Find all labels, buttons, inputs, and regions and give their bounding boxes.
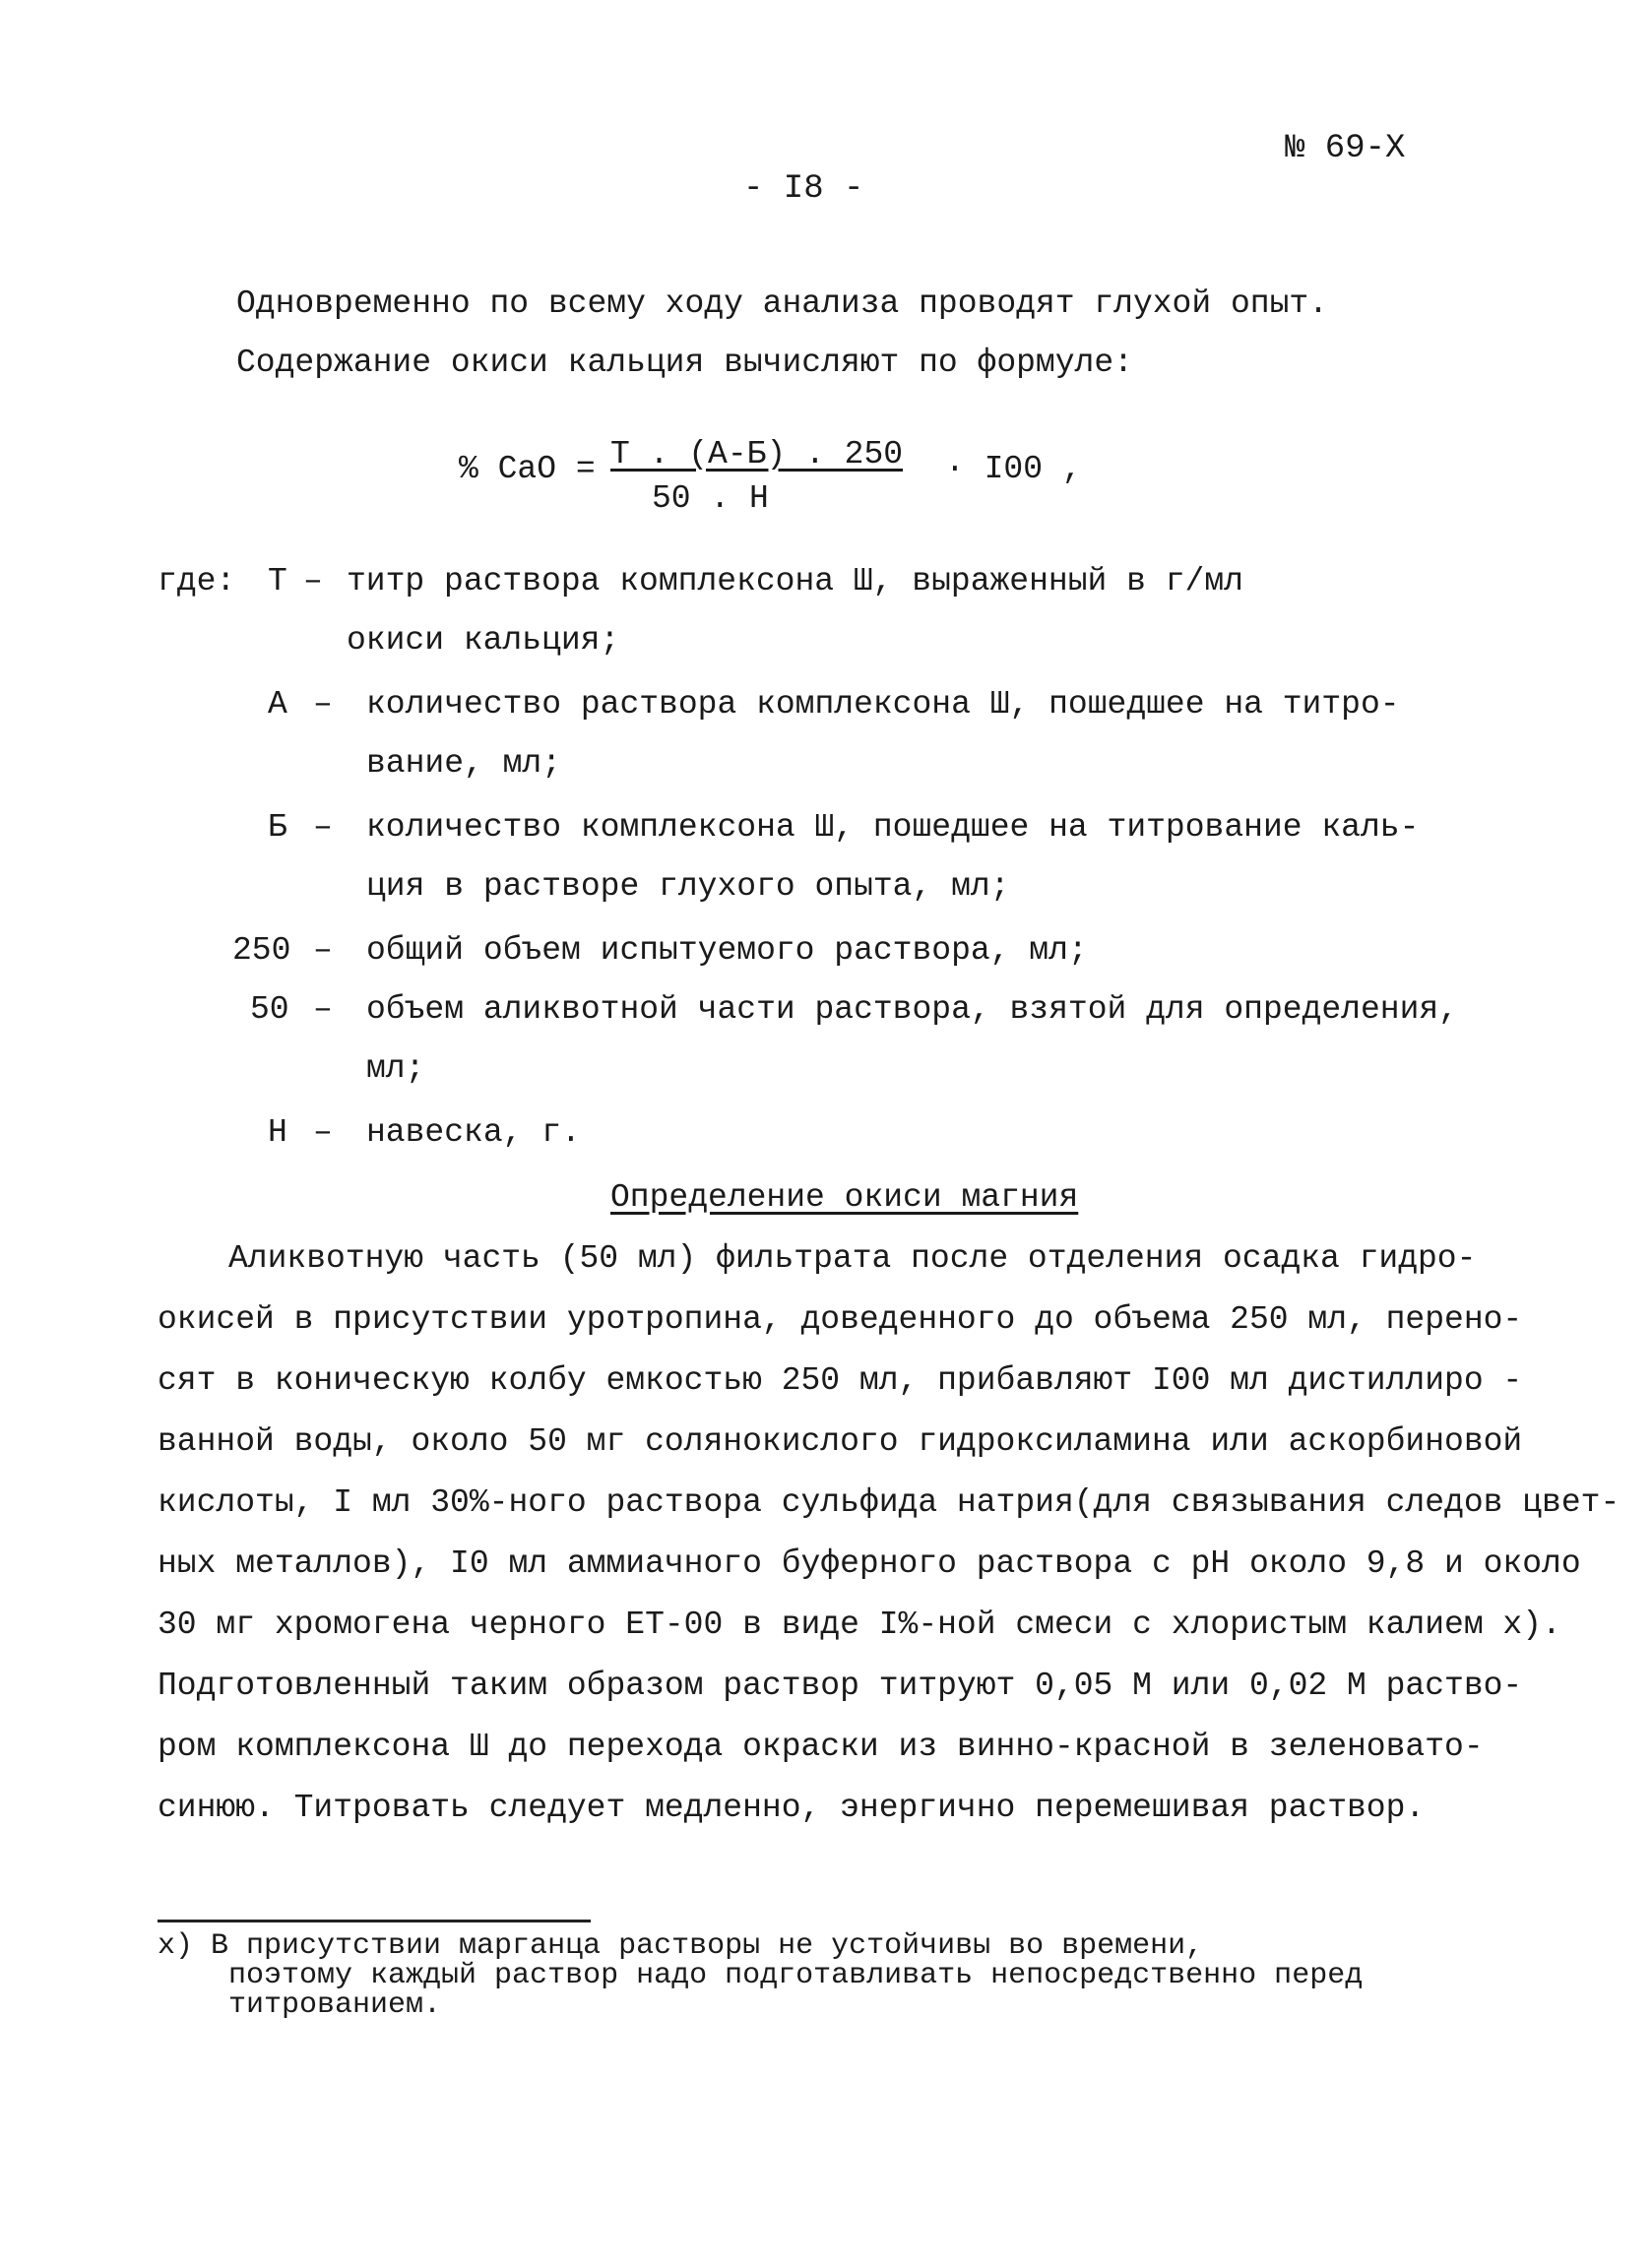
body-line: ванной воды, около 50 мг солянокислого гидроксиламина или аскорбиновой xyxy=(158,1423,1523,1460)
body-line: сят в коническую колбу емкостью 250 мл, прибавляют I00 мл дистиллиро - xyxy=(158,1362,1523,1399)
body-line: ром комплексона Ш до перехода окраски из винно-красной в зеленовато- xyxy=(158,1729,1484,1765)
footnote-divider xyxy=(158,1920,591,1922)
section-heading: Определение окиси магния xyxy=(610,1179,1079,1216)
formula-multiplier: · I00 , xyxy=(945,451,1082,487)
legend-symbol: 250 xyxy=(232,932,291,969)
legend-text: вание, мл; xyxy=(366,745,562,782)
body-line: Аликвотную часть (50 мл) фильтрата после отделения осадка гидро- xyxy=(228,1240,1477,1277)
legend-text: количество комплексона Ш, пошедшее на титрование каль- xyxy=(366,809,1420,846)
legend-symbol: 50 xyxy=(250,991,289,1028)
body-line: 30 мг хромогена черного ЕТ-00 в виде I%-ной смеси с хлористым калием х). xyxy=(158,1606,1561,1643)
formula-numerator: Т . (А-Б) . 250 xyxy=(610,436,904,472)
legend-text: мл; xyxy=(366,1050,425,1087)
legend-text: общий объем испытуемого раствора, мл; xyxy=(366,932,1088,969)
footnote-line: поэтому каждый раствор надо подготавливать непосредственно перед xyxy=(158,1959,1364,1992)
body-line: окисей в присутствии уротропина, доведенного до объема 250 мл, перено- xyxy=(158,1301,1523,1338)
body-line: синюю. Титровать следует медленно, энергично перемешивая раствор. xyxy=(158,1790,1426,1826)
legend-text: окиси кальция; xyxy=(347,622,620,659)
legend-symbol: Т xyxy=(268,563,287,599)
legend-text: количество раствора комплексона Ш, пошедшее на титро- xyxy=(366,686,1400,723)
legend-text: титр раствора комплексона Ш, выраженный в г/мл xyxy=(347,563,1243,599)
page-number: - I8 - xyxy=(743,170,864,208)
legend-dash: – xyxy=(313,991,333,1028)
legend-dash: – xyxy=(313,809,333,846)
body-line: кислоты, I мл 30%-ного раствора сульфида натрия(для связывания следов цвет- xyxy=(158,1484,1620,1521)
document-number: № 69-Х xyxy=(1285,130,1406,167)
legend-dash: – xyxy=(313,932,333,969)
legend-text: навеска, г. xyxy=(366,1114,581,1151)
legend-where-label: где: xyxy=(158,563,236,599)
body-line: Подготовленный таким образом раствор титруют 0,05 М или 0,02 М раство- xyxy=(158,1668,1523,1704)
legend-symbol: Н xyxy=(268,1114,287,1151)
legend-symbol: А xyxy=(268,686,287,723)
legend-symbol: Б xyxy=(268,809,287,846)
formula-denominator: 50 . Н xyxy=(652,480,769,517)
legend-text: объем аликвотной части раствора, взятой для определения, xyxy=(366,991,1458,1028)
legend-dash: – xyxy=(303,563,323,599)
legend-dash: – xyxy=(313,686,333,723)
legend-dash: – xyxy=(313,1114,333,1151)
footnote-line: титрованием. xyxy=(158,1988,442,2022)
intro-line: Одновременно по всему ходу анализа проводят глухой опыт. xyxy=(236,285,1328,322)
formula-lhs: % CaO = xyxy=(459,451,596,487)
footnote-line: х) В присутствии марганца растворы не устойчивы во времени, xyxy=(158,1929,1204,1963)
intro-line: Содержание окиси кальция вычисляют по формуле: xyxy=(236,345,1133,381)
legend-text: ция в растворе глухого опыта, мл; xyxy=(366,868,1010,905)
body-line: ных металлов), I0 мл аммиачного буферного раствора с рН около 9,8 и около xyxy=(158,1545,1581,1582)
